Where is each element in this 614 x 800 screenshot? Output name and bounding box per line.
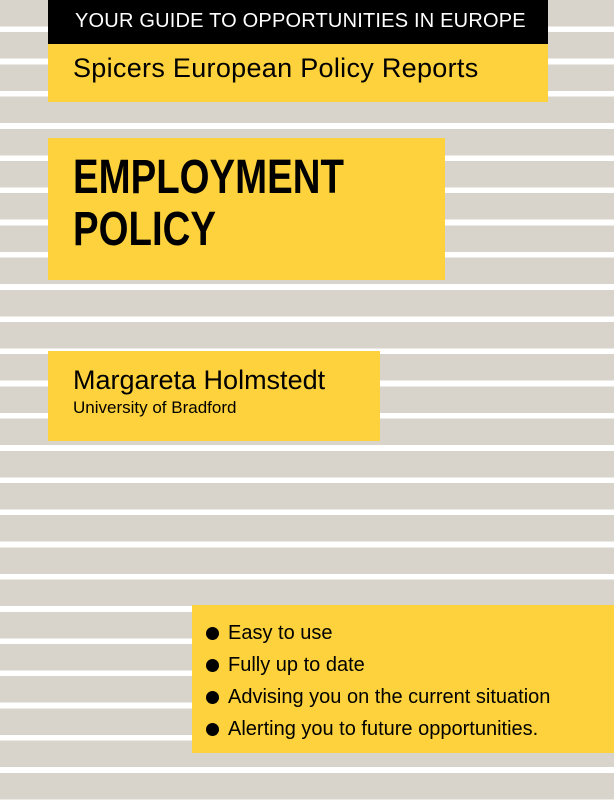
book-title-line-2: POLICY — [73, 203, 216, 256]
series-banner — [48, 44, 548, 102]
feature-item — [206, 713, 614, 745]
features-box — [192, 605, 614, 753]
feature-text: Alerting you to future opportunities. — [228, 717, 539, 740]
tagline-bar — [48, 0, 548, 44]
feature-text: Fully up to date — [228, 653, 365, 676]
feature-text: Advising you on the current situation — [228, 685, 551, 708]
title-box — [48, 138, 445, 280]
feature-item — [206, 649, 614, 681]
feature-item — [206, 617, 614, 649]
bullet-icon — [206, 627, 219, 640]
bullet-icon — [206, 659, 219, 672]
author-box — [48, 351, 380, 441]
author-name: Margareta Holmstedt — [73, 365, 326, 395]
author-affiliation: University of Bradford — [73, 398, 237, 417]
feature-item — [206, 681, 614, 713]
series-title: Spicers European Policy Reports — [73, 53, 479, 83]
feature-text: Easy to use — [228, 621, 333, 644]
book-title-line-1: EMPLOYMENT — [73, 151, 344, 204]
bullet-icon — [206, 691, 219, 704]
tagline-text: YOUR GUIDE TO OPPORTUNITIES IN EUROPE — [75, 10, 526, 32]
bullet-icon — [206, 723, 219, 736]
